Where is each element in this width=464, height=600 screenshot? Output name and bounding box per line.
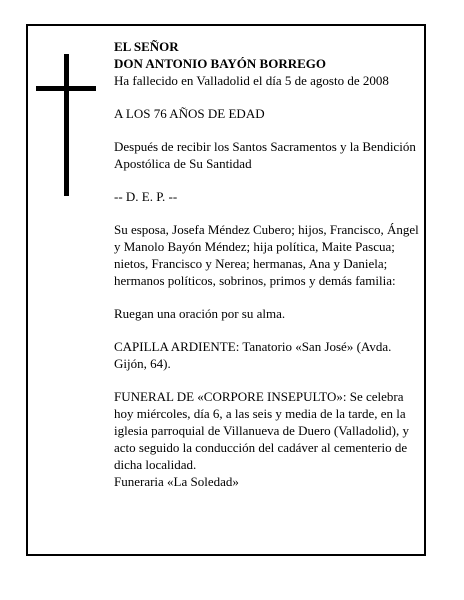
chapel-info: CAPILLA ARDIENTE: Tanatorio «San José» (Avda. Gijón, 64). — [114, 339, 392, 371]
obituary-text — [114, 38, 426, 490]
deceased-heading — [114, 38, 426, 72]
deceased-name: DON ANTONIO BAYÓN BORREGO — [114, 56, 327, 71]
sacraments-statement: Después de recibir los Santos Sacramentos y la Bendición Apostólica de Su Santidad — [114, 139, 416, 171]
heading-title: EL SEÑOR — [114, 39, 179, 54]
family-list: Su esposa, Josefa Méndez Cubero; hijos, Francisco, Ángel y Manolo Bayón Méndez; hija política, Maite Pascua; nietos, Francisco y Nerea; hermanas, Ana y Daniela; hermanos políticos, sobrinos, primos y demás familia: — [114, 222, 419, 288]
rip-line: -- D. E. P. -- — [114, 189, 178, 204]
cross-horizontal-bar — [36, 86, 96, 91]
age-statement: A LOS 76 AÑOS DE EDAD — [114, 106, 265, 121]
death-notice: Ha fallecido en Valladolid el día 5 de agosto de 2008 — [114, 73, 389, 88]
funeral-info: FUNERAL DE «CORPORE INSEPULTO»: Se celebra hoy miércoles, día 6, a las seis y media de la tarde, en la iglesia parroquial de Villanueva de Duero (Valladolid), y acto seguido la conducción del cadáver al cementerio de dicha localidad. — [114, 389, 409, 472]
funeral-home: Funeraria «La Soledad» — [114, 474, 239, 489]
cross-icon — [36, 54, 96, 196]
cross-vertical-bar — [64, 54, 69, 196]
prayer-request: Ruegan una oración por su alma. — [114, 306, 286, 321]
